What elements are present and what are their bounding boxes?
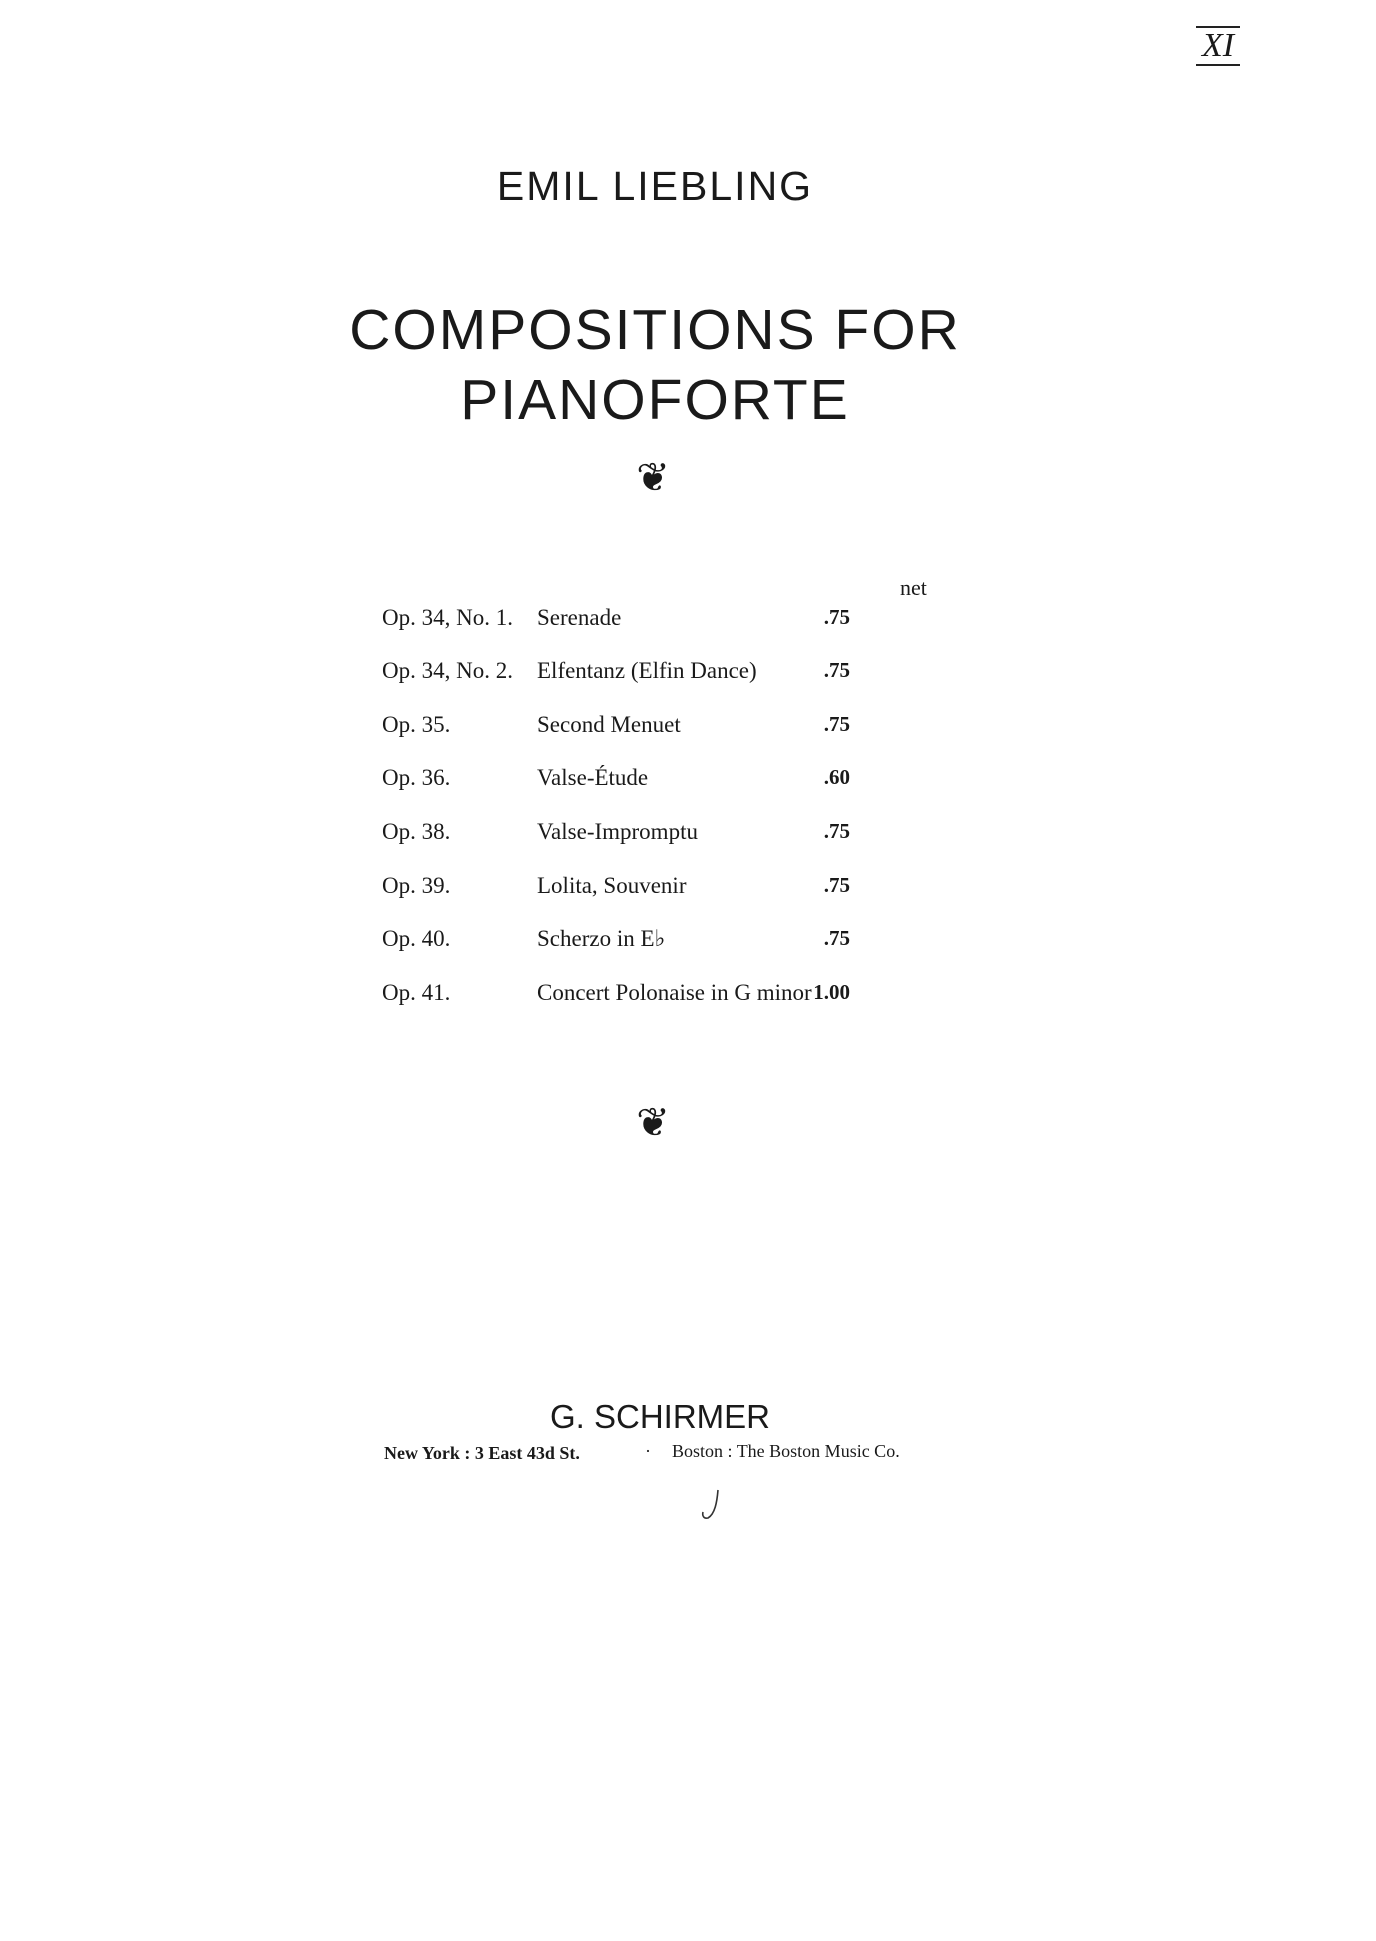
corner-roman-numeral: XI bbox=[1196, 26, 1240, 66]
work-title: Elfentanz (Elfin Dance) bbox=[537, 658, 757, 683]
work-title: Valse-Impromptu bbox=[537, 819, 698, 844]
price: .75 bbox=[823, 873, 850, 897]
pencil-check-mark-icon bbox=[700, 1488, 724, 1522]
title-line-1: COMPOSITIONS FOR bbox=[349, 298, 961, 362]
opus-number: Op. 34, No. 1. bbox=[382, 605, 513, 630]
opus-number: Op. 35. bbox=[382, 712, 451, 737]
price: .75 bbox=[823, 926, 850, 950]
list-item bbox=[0, 819, 1376, 849]
publisher-address-boston: Boston : The Boston Music Co. bbox=[672, 1441, 900, 1461]
work-title: Serenade bbox=[537, 605, 622, 630]
composer-name: EMIL LIEBLING bbox=[496, 163, 814, 209]
list-item bbox=[0, 605, 1376, 635]
price: .75 bbox=[823, 658, 850, 682]
price: .75 bbox=[823, 819, 850, 843]
opus-number: Op. 34, No. 2. bbox=[382, 658, 513, 683]
price: 1.00 bbox=[813, 980, 850, 1004]
work-title: Lolita, Souvenir bbox=[537, 873, 687, 898]
list-item bbox=[0, 980, 1376, 1010]
publisher-name: G. SCHIRMER bbox=[549, 1398, 771, 1435]
opus-number: Op. 41. bbox=[382, 980, 451, 1005]
list-item bbox=[0, 658, 1376, 688]
address-separator: · bbox=[645, 1441, 651, 1461]
opus-number: Op. 36. bbox=[382, 765, 451, 790]
price: .60 bbox=[823, 765, 850, 789]
ornament-icon: ❦ bbox=[636, 1100, 670, 1146]
publisher-address-new-york: New York : 3 East 43d St. bbox=[384, 1443, 580, 1463]
price-header: net bbox=[900, 575, 927, 600]
opus-number: Op. 40. bbox=[382, 926, 451, 951]
title-line-2: PIANOFORTE bbox=[460, 368, 850, 432]
opus-number: Op. 39. bbox=[382, 873, 451, 898]
price: .75 bbox=[823, 605, 850, 629]
opus-number: Op. 38. bbox=[382, 819, 451, 844]
list-item bbox=[0, 873, 1376, 903]
list-item bbox=[0, 765, 1376, 795]
list-item bbox=[0, 926, 1376, 956]
work-title: Valse-Étude bbox=[537, 765, 649, 790]
list-item bbox=[0, 712, 1376, 742]
work-title: Concert Polonaise in G minor bbox=[537, 980, 812, 1005]
ornament-icon: ❦ bbox=[636, 455, 670, 501]
work-title: Second Menuet bbox=[537, 712, 681, 737]
work-title: Scherzo in E♭ bbox=[537, 926, 666, 951]
price: .75 bbox=[823, 712, 850, 736]
